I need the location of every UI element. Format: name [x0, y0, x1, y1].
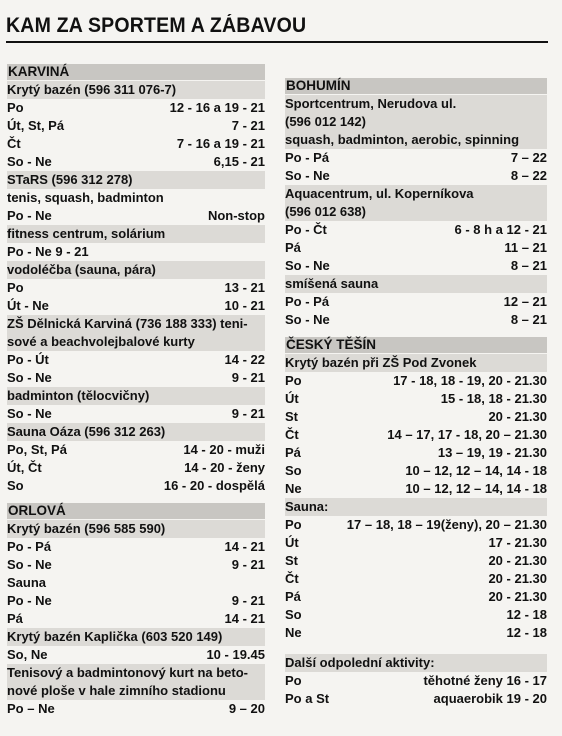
day-label: Čt: [7, 136, 21, 151]
time-value: 10 - 19.45: [206, 647, 265, 662]
venue-title: badminton (tělocvičny): [7, 387, 265, 405]
time-value: 10 – 12, 12 – 14, 14 - 18: [405, 481, 547, 496]
schedule-row: [7, 207, 265, 225]
schedule-row: [285, 408, 547, 426]
schedule-row: [285, 672, 547, 690]
schedule-row: [285, 426, 547, 444]
section-head-bohumin: BOHUMÍN: [285, 78, 547, 94]
time-value: 16 - 20 - dospělá: [163, 478, 265, 493]
day-label: Po – Ne: [7, 701, 55, 716]
schedule-row: [285, 257, 547, 275]
time-value: 9 - 21: [231, 406, 265, 421]
orlova-items: [7, 520, 265, 718]
day-label: Po: [7, 100, 24, 115]
venue-title: STaRS (596 312 278): [7, 171, 265, 189]
time-value: 10 - 21: [224, 298, 265, 313]
day-label: Pá: [7, 611, 23, 626]
section-head-orlova: ORLOVÁ: [7, 503, 265, 519]
time-value: 6,15 - 21: [213, 154, 265, 169]
time-value: těhotné ženy 16 - 17: [423, 673, 547, 688]
section-tesin: [285, 337, 547, 708]
time-value: 14 - 22: [224, 352, 265, 367]
schedule-row: [285, 534, 547, 552]
time-value: 17 - 21.30: [488, 535, 547, 550]
venue-title: Aquacentrum, ul. Koperníkova: [285, 185, 547, 203]
time-value: 13 - 21: [224, 280, 265, 295]
venue-title: vodoléčba (sauna, pára): [7, 261, 265, 279]
venue-title: Sauna:: [285, 498, 547, 516]
schedule-row: [285, 221, 547, 239]
day-label: Út - Ne: [7, 298, 49, 313]
schedule-row: [285, 444, 547, 462]
time-value: 17 - 18, 18 - 19, 20 - 21.30: [393, 373, 547, 388]
schedule-row: [7, 610, 265, 628]
day-label: Po: [7, 280, 24, 295]
venue-title: smíšená sauna: [285, 275, 547, 293]
section-bohumin: [285, 78, 547, 329]
day-label: So - Ne: [7, 406, 52, 421]
day-label: Po - Čt: [285, 222, 327, 237]
time-value: 20 - 21.30: [488, 553, 547, 568]
time-value: 9 - 21: [231, 370, 265, 385]
day-label: Po - Pá: [285, 294, 330, 309]
day-label: So - Ne: [285, 258, 330, 273]
time-value: 12 - 18: [506, 625, 547, 640]
day-label: Pá: [285, 240, 301, 255]
day-label: Po, St, Pá: [7, 442, 67, 457]
bohumin-items: [285, 95, 547, 329]
day-label: Čt: [285, 571, 299, 586]
venue-title: (596 012 142): [285, 113, 547, 131]
day-label: So, Ne: [7, 647, 48, 662]
day-label: So - Ne: [7, 370, 52, 385]
schedule-row: [7, 538, 265, 556]
time-value: 7 – 22: [510, 150, 547, 165]
day-label: Po - Ne: [7, 593, 52, 608]
day-label: Po: [285, 517, 302, 532]
time-value: 8 – 21: [510, 312, 547, 327]
venue-title: Krytý bazén Kaplička (603 520 149): [7, 628, 265, 646]
schedule-row: [7, 351, 265, 369]
schedule-row: [285, 606, 547, 624]
schedule-row: [285, 624, 547, 642]
schedule-row: [285, 462, 547, 480]
day-label: So - Ne: [285, 168, 330, 183]
left-column: [7, 64, 265, 720]
time-value: 20 - 21.30: [488, 589, 547, 604]
spacer: [285, 642, 547, 654]
time-value: 8 – 22: [510, 168, 547, 183]
day-label: Po - Ne: [7, 208, 52, 223]
schedule-row: [285, 588, 547, 606]
time-value: 9 - 21: [231, 593, 265, 608]
time-value: 20 - 21.30: [488, 409, 547, 424]
time-value: 15 - 18, 18 - 21.30: [440, 391, 547, 406]
time-value: 9 – 20: [228, 701, 265, 716]
schedule-row: [7, 279, 265, 297]
schedule-row: [7, 117, 265, 135]
venue-title: ZŠ Dělnická Karviná (736 188 333) teni-: [7, 315, 265, 333]
day-label: Po a St: [285, 691, 330, 706]
schedule-row: [7, 592, 265, 610]
day-label: Ne: [285, 481, 302, 496]
venue-title: Tenisový a badmintonový kurt na beto-: [7, 664, 265, 682]
venue-title: Krytý bazén při ZŠ Pod Zvonek: [285, 354, 547, 372]
karvina-items: [7, 81, 265, 495]
time-value: 9 - 21: [231, 557, 265, 572]
schedule-row: [285, 552, 547, 570]
day-label: Pá: [285, 589, 301, 604]
schedule-row: [285, 167, 547, 185]
day-label: Čt: [285, 427, 299, 442]
schedule-row: [7, 441, 265, 459]
page-title: KAM ZA SPORTEM A ZÁBAVOU: [6, 14, 307, 37]
schedule-row: [285, 390, 547, 408]
schedule-row: [285, 239, 547, 257]
venue-title: Sauna: [7, 575, 47, 590]
section-karvina: [7, 64, 265, 495]
day-label: Po - Pá: [7, 539, 52, 554]
schedule-row: [7, 700, 265, 718]
schedule-row: [285, 690, 547, 708]
day-label: St: [285, 553, 298, 568]
tesin-items: [285, 354, 547, 708]
day-label: So: [285, 463, 302, 478]
day-label: Út, St, Pá: [7, 118, 65, 133]
venue-title: fitness centrum, solárium: [7, 225, 265, 243]
schedule-row: [7, 556, 265, 574]
day-label: Út, Čt: [7, 460, 42, 475]
time-value: 12 – 21: [503, 294, 547, 309]
day-label: So - Ne: [7, 154, 52, 169]
venue-title: Další odpolední aktivity:: [285, 654, 547, 672]
schedule-row: [7, 369, 265, 387]
section-orlova: [7, 503, 265, 718]
time-value: 20 - 21.30: [488, 571, 547, 586]
time-value: 14 - 21: [224, 611, 265, 626]
schedule-row: [285, 311, 547, 329]
time-value: 14 - 21: [224, 539, 265, 554]
time-value: 13 – 19, 19 - 21.30: [437, 445, 547, 460]
schedule-row: [285, 570, 547, 588]
time-value: 7 - 16 a 19 - 21: [176, 136, 265, 151]
day-label: So - Ne: [285, 312, 330, 327]
time-value: 7 - 21: [231, 118, 265, 133]
venue-title: Sportcentrum, Nerudova ul.: [285, 95, 547, 113]
time-value: 6 - 8 h a 12 - 21: [454, 222, 547, 237]
schedule-row: [285, 516, 547, 534]
right-column: [285, 78, 547, 710]
schedule-row: [7, 99, 265, 117]
time-value: 12 - 16 a 19 - 21: [169, 100, 265, 115]
schedule-row: [285, 293, 547, 311]
day-label: Út: [285, 391, 299, 406]
schedule-row: [7, 135, 265, 153]
time-value: aquaerobik 19 - 20: [433, 691, 547, 706]
venue-title: Krytý bazén (596 311 076-7): [7, 81, 265, 99]
venue-title: Krytý bazén (596 585 590): [7, 520, 265, 538]
schedule-row: [7, 477, 265, 495]
time-value: 17 – 18, 18 – 19(ženy), 20 – 21.30: [346, 517, 547, 532]
venue-title: nové ploše v hale zimního stadionu: [7, 682, 265, 700]
schedule-row: [285, 372, 547, 390]
time-value: 12 - 18: [506, 607, 547, 622]
venue-title: tenis, squash, badminton: [7, 190, 164, 205]
day-label: Po: [285, 673, 302, 688]
day-label: Pá: [285, 445, 301, 460]
time-value: Non-stop: [207, 208, 265, 223]
day-label: Út: [285, 535, 299, 550]
section-head-karvina: KARVINÁ: [7, 64, 265, 80]
time-value: 14 - 20 - muži: [183, 442, 265, 457]
venue-title: Sauna Oáza (596 312 263): [7, 423, 265, 441]
schedule-row: [7, 646, 265, 664]
day-label: Ne: [285, 625, 302, 640]
schedule-row: [285, 149, 547, 167]
day-label: So - Ne: [7, 557, 52, 572]
section-head-tesin: ČESKÝ TĚŠÍN: [285, 337, 547, 353]
schedule-row: [7, 153, 265, 171]
time-value: 8 – 21: [510, 258, 547, 273]
schedule-row: [7, 459, 265, 477]
day-label: So: [7, 478, 24, 493]
venue-title: squash, badminton, aerobic, spinning: [285, 131, 547, 149]
day-label: Po - Út: [7, 352, 49, 367]
day-label: St: [285, 409, 298, 424]
day-label: Po - Pá: [285, 150, 330, 165]
schedule-row: [285, 480, 547, 498]
time-value: 14 - 20 - ženy: [184, 460, 265, 475]
schedule-row: [7, 243, 265, 261]
title-rule: [6, 41, 548, 43]
schedule-row: [7, 297, 265, 315]
time-value: 10 – 12, 12 – 14, 14 - 18: [405, 463, 547, 478]
day-label: Po: [285, 373, 302, 388]
time-value: 11 – 21: [504, 240, 547, 255]
schedule-row: [7, 405, 265, 423]
day-label: Po - Ne 9 - 21: [7, 244, 89, 259]
day-label: So: [285, 607, 302, 622]
time-value: 14 – 17, 17 - 18, 20 – 21.30: [387, 427, 547, 442]
venue-title: (596 012 638): [285, 203, 547, 221]
venue-title: sové a beachvolejbalové kurty: [7, 333, 265, 351]
